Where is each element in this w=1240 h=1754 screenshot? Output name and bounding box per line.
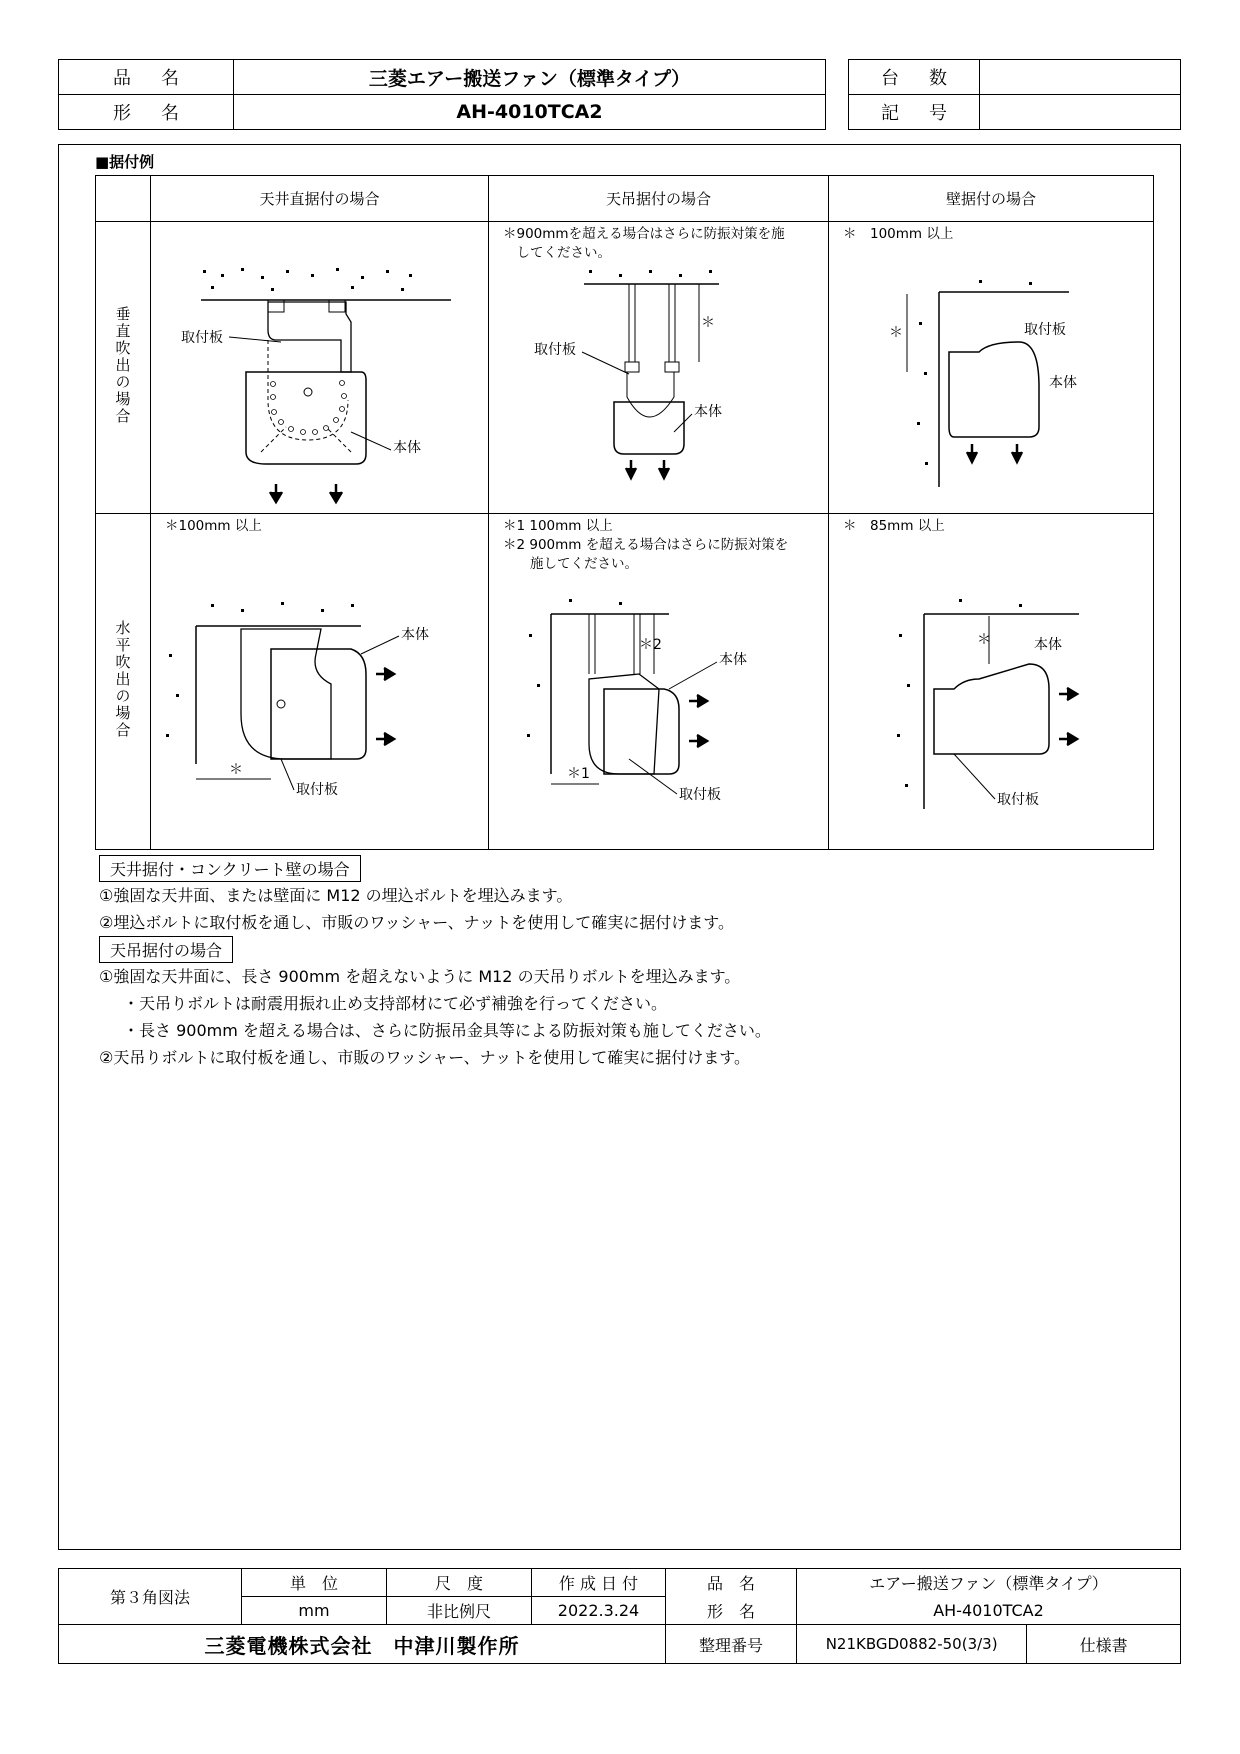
- symbol-value: [980, 95, 1181, 130]
- cell-horizontal-wall: [829, 514, 1154, 850]
- date-label: 作 成 日 付: [532, 1569, 666, 1597]
- footer-product-label: 品 名: [666, 1569, 797, 1597]
- header-right-table: [848, 59, 1181, 130]
- unit-value: mm: [242, 1597, 387, 1625]
- label-mount-plate: 取付板: [181, 330, 223, 346]
- suspend-title: 天吊据付の場合: [99, 936, 233, 963]
- concrete-step-2: ②埋込ボルトに取付板を通し、市販のワッシャー、ナットを使用して確実に据付けます。: [99, 913, 734, 932]
- company-name: 三菱電機株式会社 中津川製作所: [59, 1625, 666, 1664]
- concrete-texture: [203, 268, 412, 291]
- label-body: 本体: [1049, 375, 1077, 391]
- label-mount-plate: 取付板: [1024, 322, 1066, 338]
- label-body: 本体: [694, 404, 722, 420]
- col-header-suspend: 天吊据付の場合: [489, 176, 829, 222]
- label-body: 本体: [719, 652, 747, 668]
- product-name-value: 三菱エアー搬送ファン（標準タイプ）: [234, 60, 826, 95]
- label-asterisk: ＊: [701, 315, 715, 331]
- diagram-vertical-suspend: [489, 222, 828, 514]
- doc-no-label: 整理番号: [666, 1625, 797, 1664]
- doc-type: 仕様書: [1079, 1635, 1128, 1655]
- symbol-label: 記号: [849, 95, 980, 130]
- label-asterisk: ＊: [977, 632, 991, 648]
- main-frame: [58, 144, 1181, 1550]
- cell-horizontal-suspend: [489, 514, 829, 850]
- suspend-step-4: ②天吊りボルトに取付板を通し、市販のワッシャー、ナットを使用して確実に据付けます。: [99, 1048, 750, 1067]
- col-header-wall: 壁据付の場合: [829, 176, 1154, 222]
- col-header-ceiling: 天井直据付の場合: [151, 176, 489, 222]
- scale-value: 非比例尺: [387, 1597, 532, 1625]
- diagram-vertical-ceiling: [151, 222, 488, 514]
- note-h-wall: ＊ 85mm 以上: [843, 518, 945, 534]
- scale-label: 尺 度: [387, 1569, 532, 1597]
- footer-model: AH-4010TCA2: [797, 1597, 1181, 1625]
- product-name-label: 品名: [59, 60, 234, 95]
- label-asterisk: ＊: [889, 325, 903, 341]
- installation-grid: [95, 175, 1154, 850]
- cell-horizontal-ceiling: [151, 514, 489, 850]
- doc-no: N21KBGD0882-50(3/3): [797, 1625, 1027, 1663]
- label-body: 本体: [393, 440, 421, 456]
- suspend-step-3: ・長さ 900mm を超える場合は、さらに防振吊金具等による防振対策も施してください。: [123, 1021, 771, 1040]
- label-mount-plate: 取付板: [534, 342, 576, 358]
- diagram-horizontal-suspend: [489, 514, 828, 850]
- note-h-suspend-3: 施してください。: [503, 556, 638, 572]
- header-left-table: [58, 59, 826, 130]
- suspend-step-2: ・天吊りボルトは耐震用振れ止め支持部材にて必ず補強を行ってください。: [123, 994, 668, 1013]
- instructions: [99, 855, 771, 1071]
- note-h-suspend-1: ＊1 100mm 以上: [503, 518, 613, 534]
- diagram-horizontal-wall: [829, 514, 1154, 850]
- cell-vertical-suspend: [489, 222, 829, 514]
- note-h-ceiling: ＊100mm 以上: [165, 518, 262, 534]
- label-body: 本体: [1034, 637, 1062, 653]
- quantity-label: 台数: [849, 60, 980, 95]
- label-mount-plate: 取付板: [296, 782, 338, 798]
- label-asterisk-2: ＊2: [639, 637, 662, 653]
- quantity-value: [980, 60, 1181, 95]
- note-v-suspend-2: してください。: [503, 245, 611, 261]
- note-v-suspend-1: ＊900mmを超える場合はさらに防振対策を施: [503, 226, 785, 242]
- note-v-wall: ＊ 100mm 以上: [843, 226, 954, 242]
- concrete-step-1: ①強固な天井面、または壁面に M12 の埋込ボルトを埋込みます。: [99, 886, 573, 905]
- cell-vertical-ceiling: [151, 222, 489, 514]
- unit-label: 単 位: [242, 1569, 387, 1597]
- diagram-horizontal-ceiling: [151, 514, 488, 850]
- cell-vertical-wall: [829, 222, 1154, 514]
- row-header-horizontal: 水平吹出の場合: [96, 514, 151, 850]
- footer-model-label: 形 名: [666, 1597, 797, 1625]
- projection: 第３角図法: [59, 1569, 242, 1625]
- concrete-title: 天井据付・コンクリート壁の場合: [99, 855, 361, 882]
- label-asterisk: ＊: [229, 762, 243, 778]
- row-header-vertical: 垂直吹出の場合: [96, 222, 151, 514]
- note-h-suspend-2: ＊2 900mm を超える場合はさらに防振対策を: [503, 537, 789, 553]
- label-mount-plate: 取付板: [679, 787, 721, 803]
- model-value: AH-4010TCA2: [234, 95, 826, 130]
- suspend-step-1: ①強固な天井面に、長さ 900mm を超えないように M12 の天吊りボルトを埋込みます。: [99, 967, 741, 986]
- model-label: 形名: [59, 95, 234, 130]
- label-body: 本体: [401, 627, 429, 643]
- label-mount-plate: 取付板: [997, 792, 1039, 808]
- date-value: 2022.3.24: [532, 1597, 666, 1625]
- label-asterisk-1: ＊1: [567, 766, 590, 782]
- diagram-vertical-wall: [829, 222, 1154, 514]
- section-title: ■据付例: [95, 153, 155, 171]
- footer-table: [58, 1568, 1181, 1664]
- footer-product-name: エアー搬送ファン（標準タイプ）: [797, 1569, 1181, 1597]
